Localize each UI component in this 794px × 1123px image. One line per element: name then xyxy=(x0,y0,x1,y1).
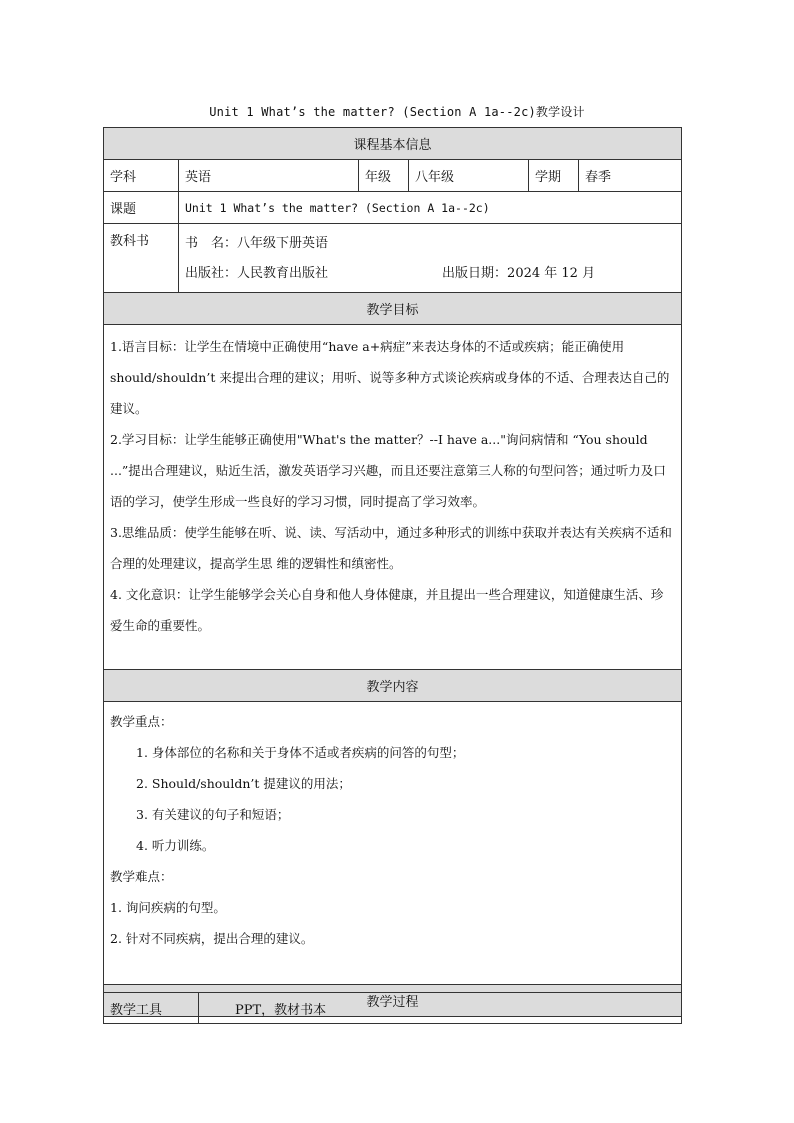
term-value: 春季 xyxy=(579,160,682,192)
key-point-item: 3. 有关建议的句子和短语； xyxy=(136,807,290,822)
publisher-row xyxy=(185,259,675,288)
objective-item: 3.思维品质：使学生能够在听、说、读、写活动中，通过多种形式的训练中获取并表达有关疾病不适和合理的处理建议，提高学生思 维的逻辑性和缜密性。 xyxy=(110,525,672,571)
subject-value: 英语 xyxy=(179,160,359,192)
key-points-label: 教学重点： xyxy=(110,714,173,729)
term-label: 学期 xyxy=(529,160,579,192)
grade-value: 八年级 xyxy=(409,160,529,192)
objective-item: 4. 文化意识：让学生能够学会关心自身和他人身体健康，并且提出一些合理建议，知道健康生活、珍爱生命的重要性。 xyxy=(110,587,664,633)
publish-date: 出版日期：2024 年 12 月 xyxy=(442,266,596,281)
topic-value: Unit 1 What’s the matter? (Section A 1a--2c) xyxy=(179,192,682,224)
objectives-body xyxy=(104,325,682,670)
basic-info-header: 课程基本信息 xyxy=(104,128,682,160)
tools-label: 教学工具 xyxy=(104,993,199,1024)
book-name: 书 名：八年级下册英语 xyxy=(185,236,329,251)
key-point-item: 2. Should/shouldn’t 提建议的用法； xyxy=(136,776,351,791)
key-point-item: 4. 听力训练。 xyxy=(136,838,215,853)
process-header: 教学过程 xyxy=(104,985,682,1017)
document-title: Unit 1 What’s the matter? (Section A 1a--2c)教学设计 xyxy=(209,105,585,119)
topic-label: 课题 xyxy=(104,192,179,224)
lesson-plan-table xyxy=(103,127,682,1017)
objective-item: 1.语言目标：让学生在情境中正确使用“have a+病症”来表达身体的不适或疾病；能正确使用 should/shouldn’t 来提出合理的建议；用听、说等多种方式谈论疾病或身体的不适、合理表达自己的建议。 xyxy=(110,339,670,416)
publisher: 出版社：人民教育出版社 xyxy=(185,266,329,281)
difficult-point-item: 2. 针对不同疾病，提出合理的建议。 xyxy=(110,931,314,946)
grade-label: 年级 xyxy=(359,160,409,192)
textbook-label: 教科书 xyxy=(104,224,179,293)
tools-table xyxy=(103,992,682,1024)
objectives-header: 教学目标 xyxy=(104,293,682,325)
content-body xyxy=(104,702,682,985)
content-header: 教学内容 xyxy=(104,670,682,702)
objective-item: 2.学习目标：让学生能够正确使用"What's the matter？--I have a..."询问病情和 “You should ...”提出合理建议，贴近生活，激发英语学习兴趣，而且还要注意第三人称的句型问答；通过听力及口语的学习，使学生形成一些良好的学习习惯，同时提高了学习效率。 xyxy=(110,432,666,509)
difficult-points-label: 教学难点： xyxy=(110,869,173,884)
key-point-item: 1. 身体部位的名称和关于身体不适或者疾病的问答的句型； xyxy=(136,745,465,760)
difficult-point-item: 1. 询问疾病的句型。 xyxy=(110,900,226,915)
subject-label: 学科 xyxy=(104,160,179,192)
tools-value: PPT，教材书本 xyxy=(199,993,682,1024)
textbook-info xyxy=(179,224,682,293)
